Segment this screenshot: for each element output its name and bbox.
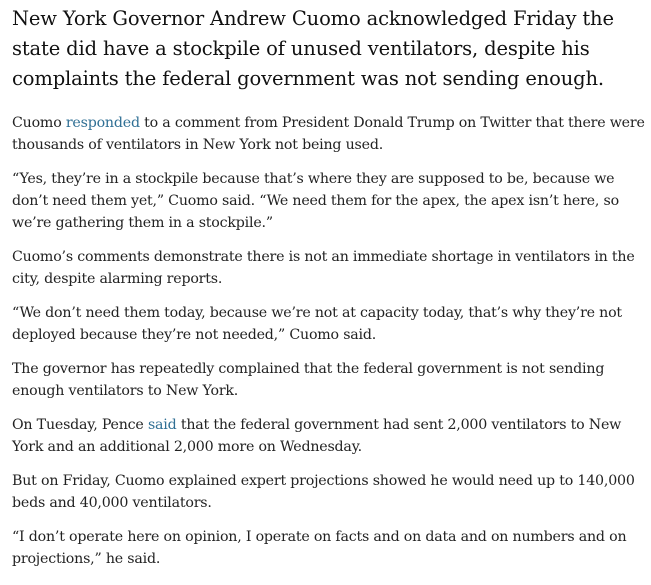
paragraph-1-text-start: Cuomo	[12, 115, 66, 131]
article-body	[12, 112, 651, 570]
paragraph-1-text-end: to a comment from President Donald Trump on Twitter that there were thousands of ventilators in New York not being used.	[12, 115, 645, 153]
paragraph-5: The governor has repeatedly complained that the federal government is not sending enough ventilators to New York.	[12, 361, 605, 399]
paragraph-2: “Yes, they’re in a stockpile because that’s where they are supposed to be, because we don’t need them yet,” Cuomo said. “We need them for the apex, the apex isn’t here, so we’re gathering them in a stockpile.”	[12, 171, 619, 231]
responded-link[interactable]: responded	[65, 115, 140, 131]
paragraph-6	[12, 414, 651, 458]
article	[12, 0, 651, 582]
paragraph-8: “I don’t operate here on opinion, I operate on facts and on data and on numbers and on projections,” he said.	[12, 529, 627, 567]
paragraph-1	[12, 112, 651, 156]
paragraph-4: “We don’t need them today, because we’re not at capacity today, that’s why they’re not deployed because they’re not needed,” Cuomo said.	[12, 305, 622, 343]
paragraph-7: But on Friday, Cuomo explained expert projections showed he would need up to 140,000 beds and 40,000 ventilators.	[12, 473, 635, 511]
said-link[interactable]: said	[147, 417, 177, 433]
paragraph-6-text-start: On Tuesday, Pence	[12, 417, 148, 433]
paragraph-3: Cuomo’s comments demonstrate there is not an immediate shortage in ventilators in the city, despite alarming reports.	[12, 249, 635, 287]
paragraph-6-text-end: that the federal government had sent 2,000 ventilators to New York and an additional 2,000 more on Wednesday.	[12, 417, 622, 455]
headline	[12, 0, 651, 94]
headline-text: New York Governor Andrew Cuomo acknowledged Friday the state did have a stockpile of unused ventilators, despite his complaints the federal government was not sending enough	[12, 7, 614, 90]
headline-period: .	[597, 67, 604, 90]
